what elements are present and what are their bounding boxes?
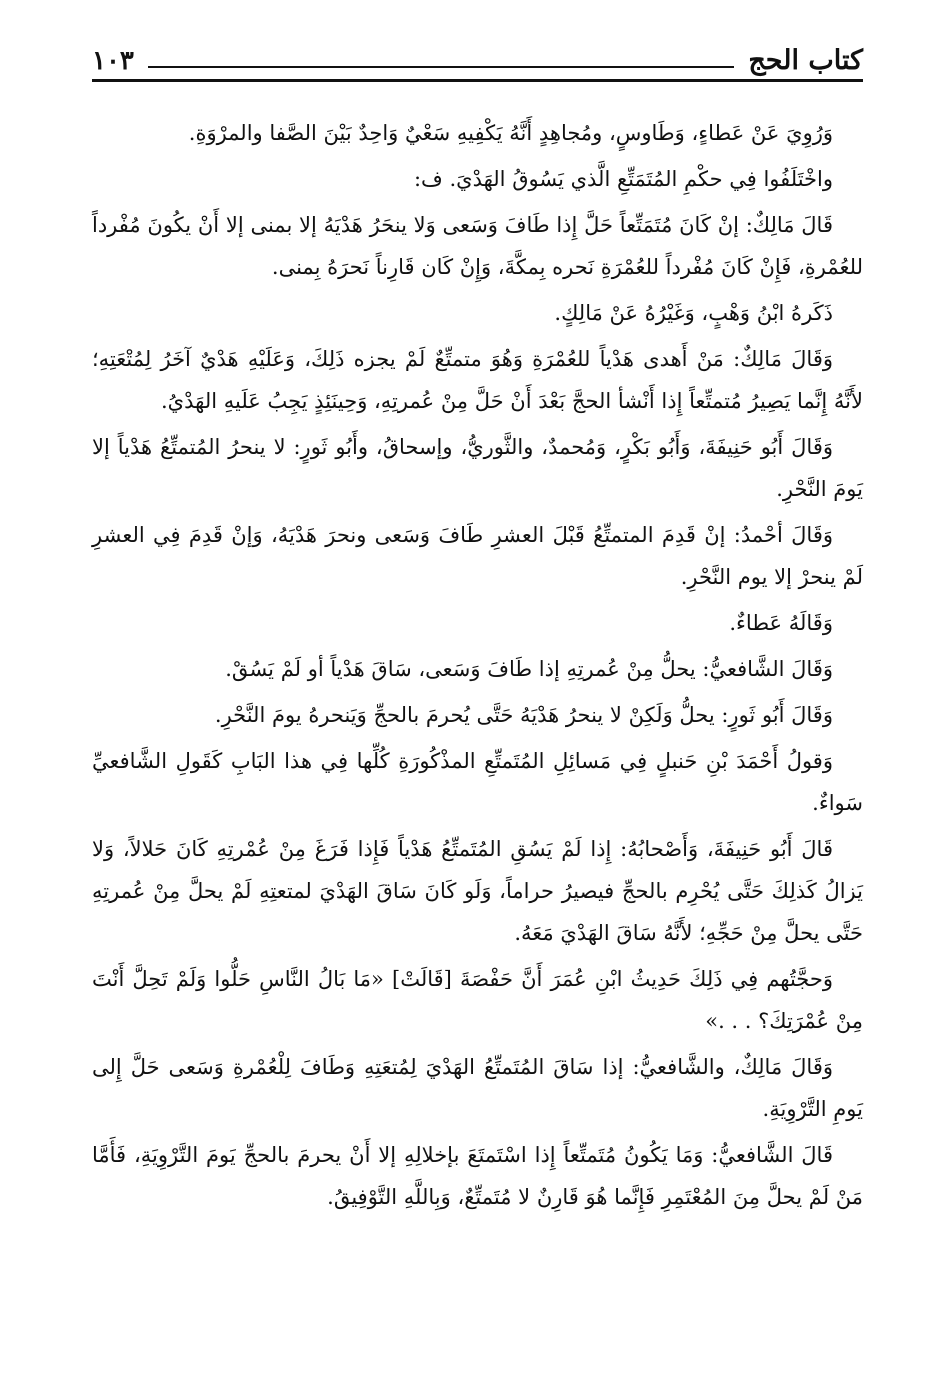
paragraph: قَالَ أَبُو حَنِيفَةَ، وَأَصْحابُهُ: إِذا لَمْ يَسُقِ المُتَمتِّعُ هَدْياً فَإِذا فَرَغَ مِنْ عُمْرتِهِ كَانَ حَلالاً، وَلا يَزالُ كَذلِكَ حَتَّى يُحْرِم بالحجِّ فيصيرُ حراماً، وَلَو كَانَ سَاقَ الهَدْيَ لمتعتِهِ لَمْ يحلَّ مِنْ عُمرتِهِ حَتَّى يحلَّ مِنْ حَجِّهِ؛ لأَنَّهُ سَاقَ الهَدْيَ مَعَهُ. bbox=[92, 837, 863, 945]
paragraph: وَقولُ أَحْمَدَ بْنِ حَنبلٍ فِي مَسائِلِ المُتَمتِّعِ المذْكُورَةِ كُلِّها فِي هذا البَابِ كَقَولِ الشَّافعيِّ سَواءٌ. bbox=[92, 749, 863, 815]
book-title: كتاب الحج bbox=[748, 45, 863, 76]
page-number: ١٠٣ bbox=[92, 46, 134, 76]
paragraph: واخْتَلَفُوا فِي حكْمِ المُتَمَتِّعِ الَّذي يَسُوقُ الهَدْيَ. ف: bbox=[413, 167, 833, 191]
paragraph: وَقَالَ أحْمدُ: إنْ قَدِمَ المتمتِّعُ قَبْلَ العشرِ طَافَ وَسَعى ونحرَ هَدْيَهُ، وَإنْ قَدِمَ فِي العشرِ لَمْ ينحرْ إلا يوم النَّحْرِ. bbox=[92, 523, 863, 589]
running-head bbox=[92, 34, 863, 74]
body-text bbox=[92, 112, 863, 1222]
paragraph: وَحجَّتُهم فِي ذَلِكَ حَدِيثُ ابْنِ عُمَرَ أَنَّ حَفْصَةَ [قَالَتْ] «مَا بَالُ النَّاسِ حَلُّوا وَلَمْ تَحِلَّ أَنْتَ مِنْ عُمْرَتِكَ؟ . . .» bbox=[92, 967, 863, 1033]
paragraph: وَقَالَ مَالِكٌ: مَنْ أَهدى هَدْياً للعُمْرَةِ وَهُوَ متمتِّعٌ لَمْ يجزه ذَلِكَ، وَعَلَيْهِ هَدْيٌ آخَرُ لِمُتْعَتِهِ؛ لأَنَّهُ إِنَّما يَصِيرُ مُتمتِّعاً إِذا أَنْشأ الحجَّ بَعْدَ أَنْ حَلَّ مِنْ عُمرتِهِ، وَحِينَئِذٍ يَجِبُ عَلَيهِ الهَدْيُ. bbox=[92, 347, 863, 413]
paragraph: وَقَالَ مَالِكٌ، والشَّافعيُّ: إذا سَاقَ المُتَمتِّعُ الهَدْيَ لِمُتعَتِهِ وَطَافَ لِلْعُمْرةِ وَسَعى حَلَّ إِلى يَومِ التَّرْوِيَةِ. bbox=[92, 1055, 863, 1121]
header-rule bbox=[92, 79, 863, 82]
paragraph: ذَكَرهُ ابْنُ وَهْبٍ، وَغَيْرُهُ عَنْ مَالِكٍ. bbox=[554, 301, 833, 325]
paragraph: قَالَ الشَّافعيُّ: وَمَا يَكُونُ مُتَمتِّعاً إِذا اسْتَمتَعَ بإخلالِهِ إلا أَنْ يحرمَ بالحجِّ يَومَ التَّرْوِيَةِ، فَأَمَّا مَنْ لَمْ يحلَّ مِنَ المُعْتَمِرِ فَإِنَّما هُوَ قَارِنٌ لا مُتَمتِّعٌ، وَبِاللَّهِ التَّوْفِيقُ. bbox=[92, 1143, 863, 1209]
paragraph: وَرُوِيَ عَنْ عَطاءٍ، وَطَاوسٍ، ومُجاهِدٍ أَنَّهُ يَكْفِيهِ سَعْيٌ وَاحِدٌ بَيْنَ الصَّفا والمرْوَةِ. bbox=[188, 121, 833, 145]
paragraph: وَقَالَ أَبُو ثَورٍ: يحلُّ وَلَكِنْ لا ينحرُ هَدْيَهُ حَتَّى يُحرمَ بالحجِّ وَيَنحرهُ يومَ النَّحْرِ. bbox=[214, 703, 833, 727]
paragraph: وَقَالَ الشَّافعيُّ: يحلُّ مِنْ عُمرتِهِ إذا طَافَ وَسَعى، سَاقَ هَدْياً أو لَمْ يَسُقْ. bbox=[225, 657, 833, 681]
paragraph: وَقَالَهُ عَطاءٌ. bbox=[729, 611, 833, 635]
paragraph: وَقَالَ أَبُو حَنِيفَةَ، وَأَبُو بَكْرٍ، وَمُحمدٌ، والثَّوريُّ، وإسحاقُ، وأَبُو ثَورٍ: لا ينحرُ المُتمتِّعُ هَدْياً إلا يَومَ النَّحْرِ. bbox=[92, 435, 863, 501]
paragraph: قَالَ مَالِكٌ: إنْ كَانَ مُتَمَتِّعاً حَلَّ إِذا طَافَ وَسَعى وَلا ينحَرُ هَدْيَهُ إلا بمنى إلا أَنْ يكُونَ مُفْرداً للعُمْرةِ، فَإِنْ كَانَ مُفْرداً للعُمْرَةِ نَحره بِمكَّةَ، وَإِنْ كَان قَارِناً نَحرَهُ بِمنى. bbox=[92, 213, 863, 279]
header-dash-line bbox=[148, 66, 734, 68]
